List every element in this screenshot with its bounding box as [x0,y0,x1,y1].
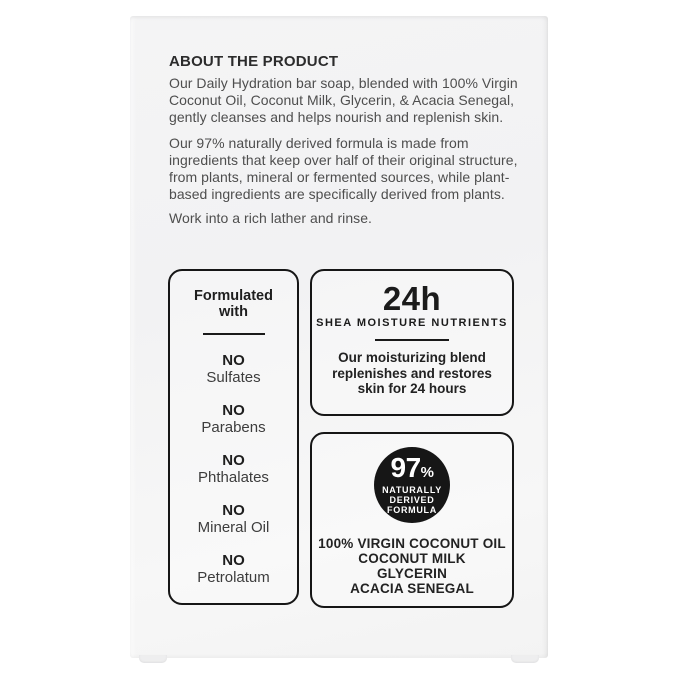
list-item-no-phthalates [170,452,297,486]
no-label: NO [222,352,245,369]
key-ingredient: ACACIA SENEGAL [350,581,474,596]
moisture-headline: 24h [382,280,442,317]
ingredient-excluded: Mineral Oil [197,519,270,536]
badge-percent-sign: % [420,464,434,481]
list-item-no-parabens [170,402,297,436]
box-flap-tab-left [139,655,167,663]
badge-caption-line: DERIVED [389,495,435,505]
list-item-no-sulfates [170,352,297,386]
moisture-nutrients-panel [310,269,514,416]
no-label: NO [222,552,245,569]
list-item-no-mineral-oil [170,502,297,536]
key-ingredient: 100% VIRGIN COCONUT OIL [318,536,506,551]
about-paragraph-1: Our Daily Hydration bar soap, blended with 100% Virgin Coconut Oil, Coconut Milk, Glycerin, & Acacia Senegal, gently cleanses and helps nourish and replenish skin. [169,75,518,126]
about-title: ABOUT THE PRODUCT [169,53,339,70]
moisture-subheadline: SHEA MOISTURE NUTRIENTS [316,317,508,329]
no-label: NO [222,402,245,419]
key-ingredient: COCONUT MILK [358,551,466,566]
ingredient-excluded: Phthalates [198,469,269,486]
ingredient-excluded: Sulfates [206,369,261,386]
key-ingredient: GLYCERIN [376,566,448,581]
formulated-with-panel [168,269,299,605]
ingredient-excluded: Parabens [201,419,266,436]
key-ingredients-list [312,536,512,596]
derived-formula-badge [374,447,450,523]
badge-caption-line: NATURALLY [382,485,442,495]
naturally-derived-panel [310,432,514,608]
moisture-description: Our moisturizing blend replenishes and restores skin for 24 hours [332,350,492,396]
ingredient-excluded: Petrolatum [197,569,270,586]
usage-instruction: Work into a rich lather and rinse. [169,210,372,227]
divider-line [375,339,449,341]
list-item-no-petrolatum [170,552,297,586]
product-box-back-panel [130,16,548,658]
badge-percent-value: 97 [390,452,421,483]
about-section [169,53,526,236]
no-label: NO [222,502,245,519]
badge-percent [390,452,434,485]
about-paragraph-2: Our 97% naturally derived formula is made from ingredients that keep over half of their original structure, from plants, mineral or fermented sources, while plant-based ingredients are specifically derived from plants. [169,134,518,203]
badge-caption-line: FORMULA [387,505,437,515]
formulated-with-title: Formulated with [194,288,273,320]
box-flap-tab-right [511,655,539,663]
divider-line [203,333,265,335]
no-label: NO [222,452,245,469]
